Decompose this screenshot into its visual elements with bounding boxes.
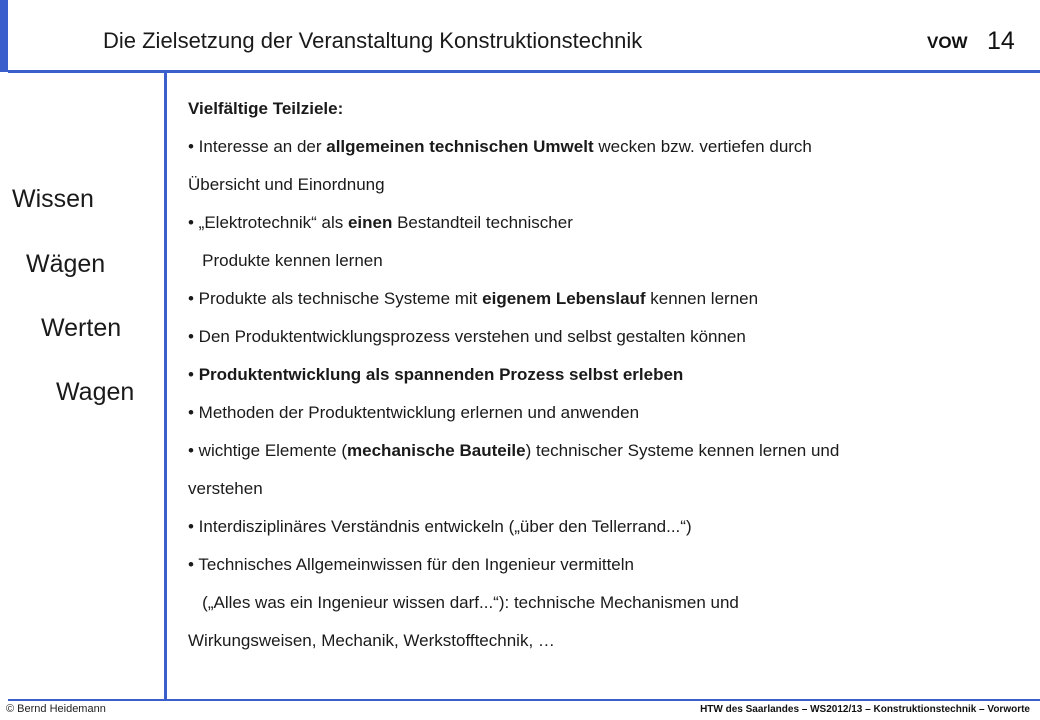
- header-accent-bar: [0, 0, 8, 72]
- content-heading: Vielfältige Teilziele:: [188, 99, 344, 118]
- text-segment: • Den Produktentwicklungsprozess verstehen und selbst gestalten können: [188, 327, 746, 346]
- side-word-wissen: Wissen: [12, 185, 94, 213]
- slide-title: Die Zielsetzung der Veranstaltung Konstruktionstechnik: [103, 28, 643, 53]
- text-segment: • „Elektrotechnik“ als: [188, 213, 348, 232]
- text-segment: Übersicht und Einordnung: [188, 175, 385, 194]
- vertical-divider: [164, 73, 167, 700]
- text-segment: Produkte kennen lernen: [188, 251, 383, 270]
- brand-label: VOW: [927, 33, 968, 52]
- text-segment: ) technischer Systeme kennen lernen und: [525, 441, 840, 460]
- text-segment: • Technisches Allgemeinwissen für den Ingenieur vermitteln: [188, 555, 634, 574]
- text-segment: • wichtige Elemente (: [188, 441, 348, 460]
- side-word-werten: Werten: [41, 314, 122, 342]
- text-segment: Bestandteil technischer: [392, 213, 573, 232]
- text-segment: wecken bzw. vertiefen durch: [593, 137, 812, 156]
- content-line: [188, 546, 1028, 584]
- content-lines: [188, 128, 1028, 660]
- content-line: [188, 128, 1028, 166]
- text-segment: („Alles was ein Ingenieur wissen darf...“): technische Mechanismen und: [188, 593, 739, 612]
- page-number: 14: [987, 27, 1015, 55]
- footer-divider: [8, 699, 1040, 701]
- side-word-waegen: Wägen: [26, 250, 106, 278]
- content-line: [188, 204, 1028, 242]
- content-line: [188, 470, 1028, 508]
- content-line: [188, 356, 1028, 394]
- content-line: [188, 394, 1028, 432]
- content-line: [188, 508, 1028, 546]
- content-line: [188, 242, 1028, 280]
- text-segment: verstehen: [188, 479, 263, 498]
- text-segment: •: [188, 365, 199, 384]
- content-line: [188, 166, 1028, 204]
- content-line: [188, 280, 1028, 318]
- bold-text: allgemeinen technischen Umwelt: [326, 137, 594, 156]
- bold-text: eigenem Lebenslauf: [482, 289, 646, 308]
- text-segment: • Produkte als technische Systeme mit: [188, 289, 483, 308]
- bold-text: einen: [347, 213, 393, 232]
- content-body: [188, 90, 1028, 660]
- text-segment: Wirkungsweisen, Mechanik, Werkstofftechnik, …: [188, 631, 555, 650]
- content-line: [188, 622, 1028, 660]
- content-line: [188, 318, 1028, 356]
- bold-text: Produktentwicklung als spannenden Prozess selbst erleben: [198, 365, 684, 384]
- text-segment: • Methoden der Produktentwicklung erlernen und anwenden: [188, 403, 640, 422]
- content-line: [188, 432, 1028, 470]
- bold-text: mechanische Bauteile: [347, 441, 526, 460]
- text-segment: • Interesse an der: [188, 137, 327, 156]
- content-line: [188, 584, 1028, 622]
- text-segment: • Interdisziplinäres Verständnis entwickeln („über den Tellerrand...“): [188, 517, 692, 536]
- side-word-wagen: Wagen: [56, 378, 135, 406]
- footer-course: HTW des Saarlandes – WS2012/13 – Konstruktionstechnik – Vorworte: [700, 704, 1030, 715]
- header-divider: [8, 70, 1040, 73]
- text-segment: kennen lernen: [645, 289, 759, 308]
- footer-copyright: © Bernd Heidemann: [6, 703, 106, 715]
